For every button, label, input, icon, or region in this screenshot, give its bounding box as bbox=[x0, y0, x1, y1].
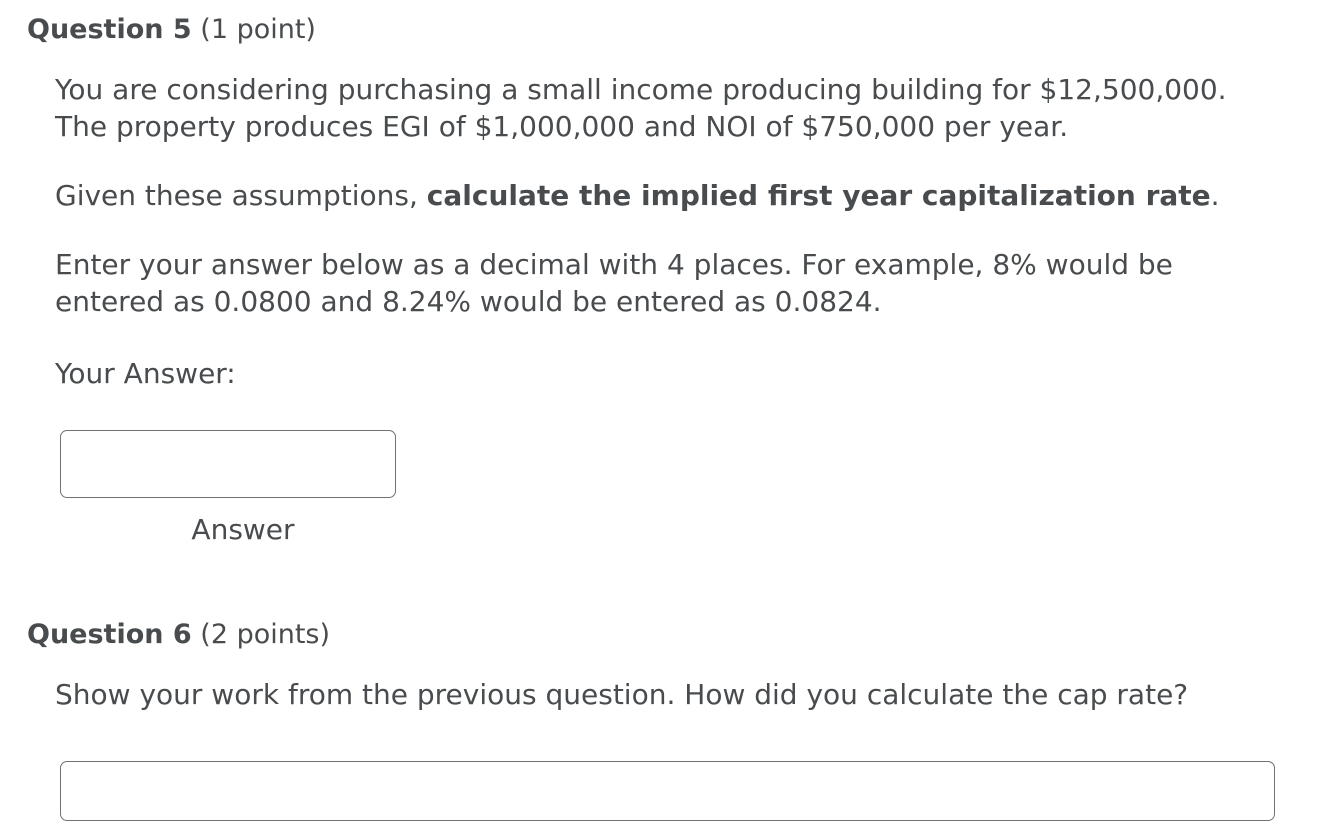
answer-input[interactable] bbox=[60, 430, 396, 498]
question-5-instruction bbox=[55, 177, 1295, 214]
question-5-heading bbox=[27, 13, 316, 47]
question-5-instruction-line bbox=[55, 177, 1295, 214]
answer-caption: Answer bbox=[191, 513, 295, 546]
question-5-title: Question 5 bbox=[27, 14, 192, 45]
question-5-scenario-line-1: You are considering purchasing a small income producing building for $12,500,000. bbox=[55, 73, 1227, 106]
question-6-title: Question 6 bbox=[27, 619, 192, 650]
your-answer-label bbox=[55, 355, 1295, 392]
question-5-format-line-2: entered as 0.0800 and 8.24% would be entered as 0.0824. bbox=[55, 285, 882, 318]
question-5-format-line-1: Enter your answer below as a decimal with 4 places. For example, 8% would be bbox=[55, 248, 1173, 281]
instruction-suffix: . bbox=[1210, 179, 1220, 212]
question-5-scenario bbox=[55, 71, 1295, 145]
question-6-heading bbox=[27, 618, 330, 652]
question-5-scenario-line-2: The property produces EGI of $1,000,000 and NOI of $750,000 per year. bbox=[55, 110, 1069, 143]
question-5-format-note bbox=[55, 246, 1295, 320]
question-6-prompt bbox=[55, 676, 1295, 713]
show-work-textarea[interactable] bbox=[60, 761, 1275, 821]
question-5-points: (1 point) bbox=[200, 14, 316, 45]
instruction-prefix: Given these assumptions, bbox=[55, 179, 427, 212]
your-answer-label-text: Your Answer: bbox=[55, 357, 236, 390]
instruction-emphasis: calculate the implied first year capitalization rate bbox=[426, 179, 1211, 212]
question-6-points: (2 points) bbox=[200, 619, 331, 650]
question-6-prompt-text: Show your work from the previous question. How did you calculate the cap rate? bbox=[55, 678, 1189, 711]
